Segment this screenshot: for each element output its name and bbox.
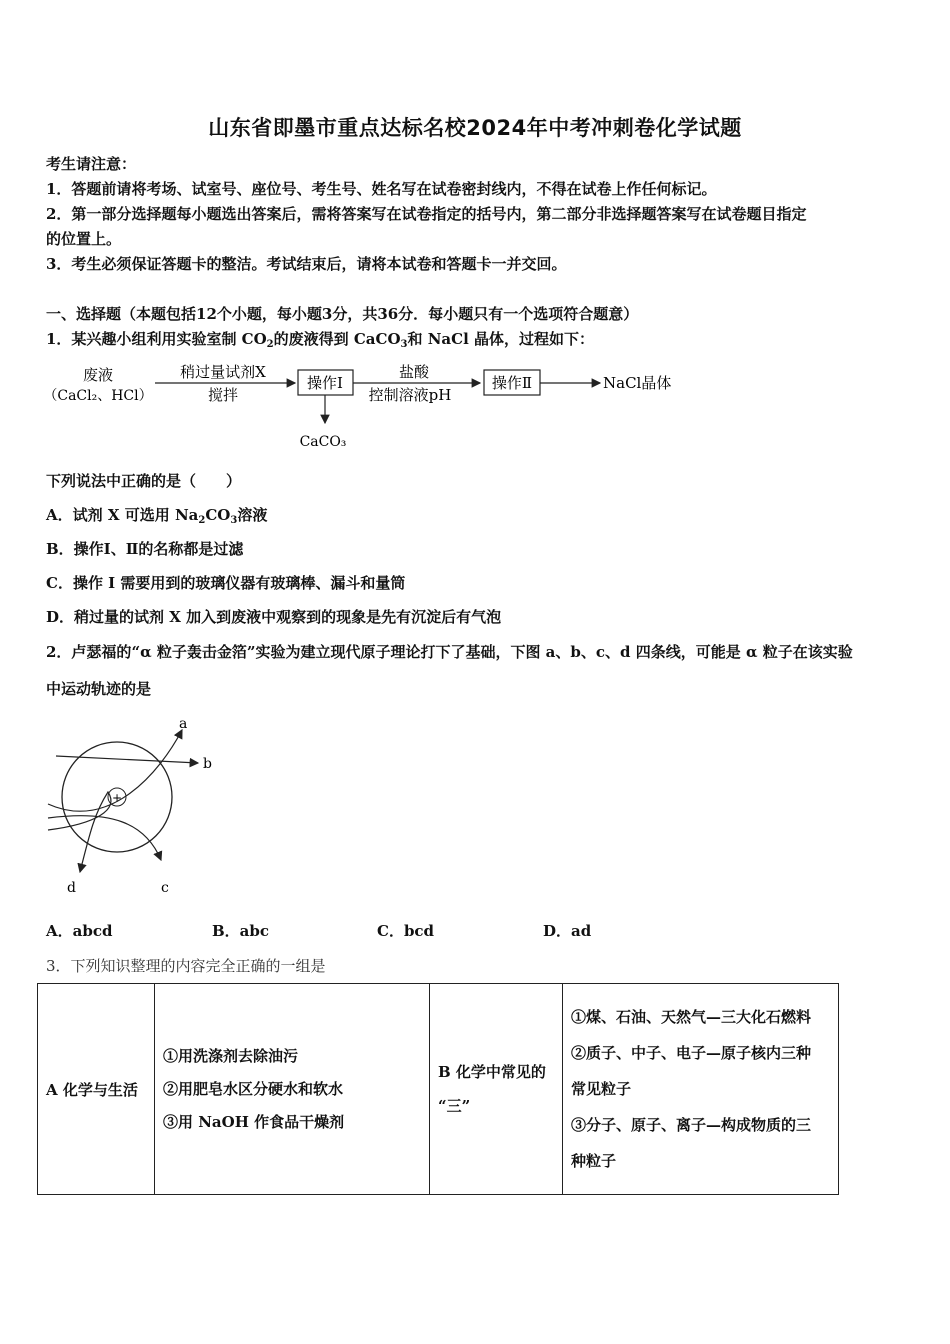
- q2-option-c: C．bcd: [377, 922, 435, 940]
- q2-option-a: A．abcd: [46, 922, 113, 940]
- trajectory-c: [48, 816, 161, 860]
- flow-acid: 盐酸: [398, 363, 430, 381]
- flow-product: NaCl晶体: [603, 374, 672, 392]
- q2-stem-line1: 2．卢瑟福的“α 粒子轰击金箔”实验为建立现代原子理论打下了基础，下图 a、b、c、d 四条线，可能是 α 粒子在该实验: [46, 643, 853, 661]
- q1-option-b: B．操作Ⅰ、Ⅱ的名称都是过滤: [46, 540, 244, 558]
- label-a: a: [179, 716, 188, 732]
- q2-option-d: D．ad: [543, 922, 592, 940]
- q2-stem-line2: 中运动轨迹的是: [46, 680, 152, 698]
- cell-a-title: A 化学与生活: [38, 984, 155, 1195]
- label-b: b: [203, 756, 212, 772]
- flow-ph: 控制溶液pH: [368, 386, 452, 404]
- flow-reagent: 稍过量试剂X: [180, 363, 266, 381]
- q1-option-d: D．稍过量的试剂 X 加入到废液中观察到的现象是先有沉淀后有气泡: [46, 608, 502, 626]
- cell-b-title: B 化学中常见的 “三”: [430, 984, 563, 1195]
- q2-atom-diagram: [40, 712, 230, 902]
- page-title: 山东省即墨市重点达标名校2024年中考冲刺卷化学试题: [208, 116, 742, 140]
- trajectory-d: [48, 792, 111, 872]
- q1-flow-diagram: [40, 355, 680, 455]
- flow-op1: 操作Ⅰ: [307, 374, 343, 392]
- q1-option-a: A．试剂 X 可选用 $Na_2CO_3$溶液: [46, 506, 268, 526]
- section-heading: 一、选择题（本题包括12个小题，每小题3分，共36分．每小题只有一个选项符合题意）: [46, 305, 639, 323]
- flow-op2: 操作Ⅱ: [491, 374, 533, 392]
- flow-waste: 废液: [82, 366, 114, 384]
- q3-knowledge-table: [37, 983, 839, 1195]
- notice-item: 1．答题前请将考场、试室号、座位号、考生号、姓名写在试卷密封线内，不得在试卷上作任何标记。: [46, 180, 717, 198]
- notice-item: 3．考生必须保证答题卡的整洁。考试结束后，请将本试卷和答题卡一并交回。: [46, 255, 567, 273]
- label-d: d: [67, 880, 76, 896]
- flow-stir: 搅拌: [207, 386, 239, 404]
- q2-option-b: B．abc: [212, 922, 270, 940]
- q1-stem: 1．某兴趣小组利用实验室制 $CO_2$的废液得到 CaCO$_3$和 NaCl 晶体，过程如下：: [46, 330, 595, 350]
- q1-option-c: C．操作 I 需要用到的玻璃仪器有玻璃棒、漏斗和量筒: [46, 574, 406, 592]
- notice-item: 2．第一部分选择题每小题选出答案后，需将答案写在试卷指定的括号内，第二部分非选择题答案写在试卷题目指定: [46, 205, 807, 223]
- notice-heading: 考生请注意：: [46, 155, 137, 173]
- cell-b-items: ①煤、石油、天然气—三大化石燃料 ②质子、中子、电子—原子核内三种 常见粒子 ③分子、原子、离子—构成物质的三 种粒子: [563, 984, 839, 1195]
- q1-question: 下列说法中正确的是（ ）: [46, 472, 242, 490]
- label-c: c: [161, 880, 169, 896]
- cell-a-items: ①用洗涤剂去除油污 ②用肥皂水区分硬水和软水 ③用 NaOH 作食品干燥剂: [155, 984, 430, 1195]
- nucleus-label: +: [111, 791, 123, 805]
- notice-item: 的位置上。: [46, 230, 122, 248]
- flow-waste-composition: （CaCl₂、HCl）: [43, 388, 153, 404]
- flow-precipitate: CaCO₃: [299, 434, 347, 450]
- q3-stem: 3．下列知识整理的内容完全正确的一组是: [46, 957, 326, 975]
